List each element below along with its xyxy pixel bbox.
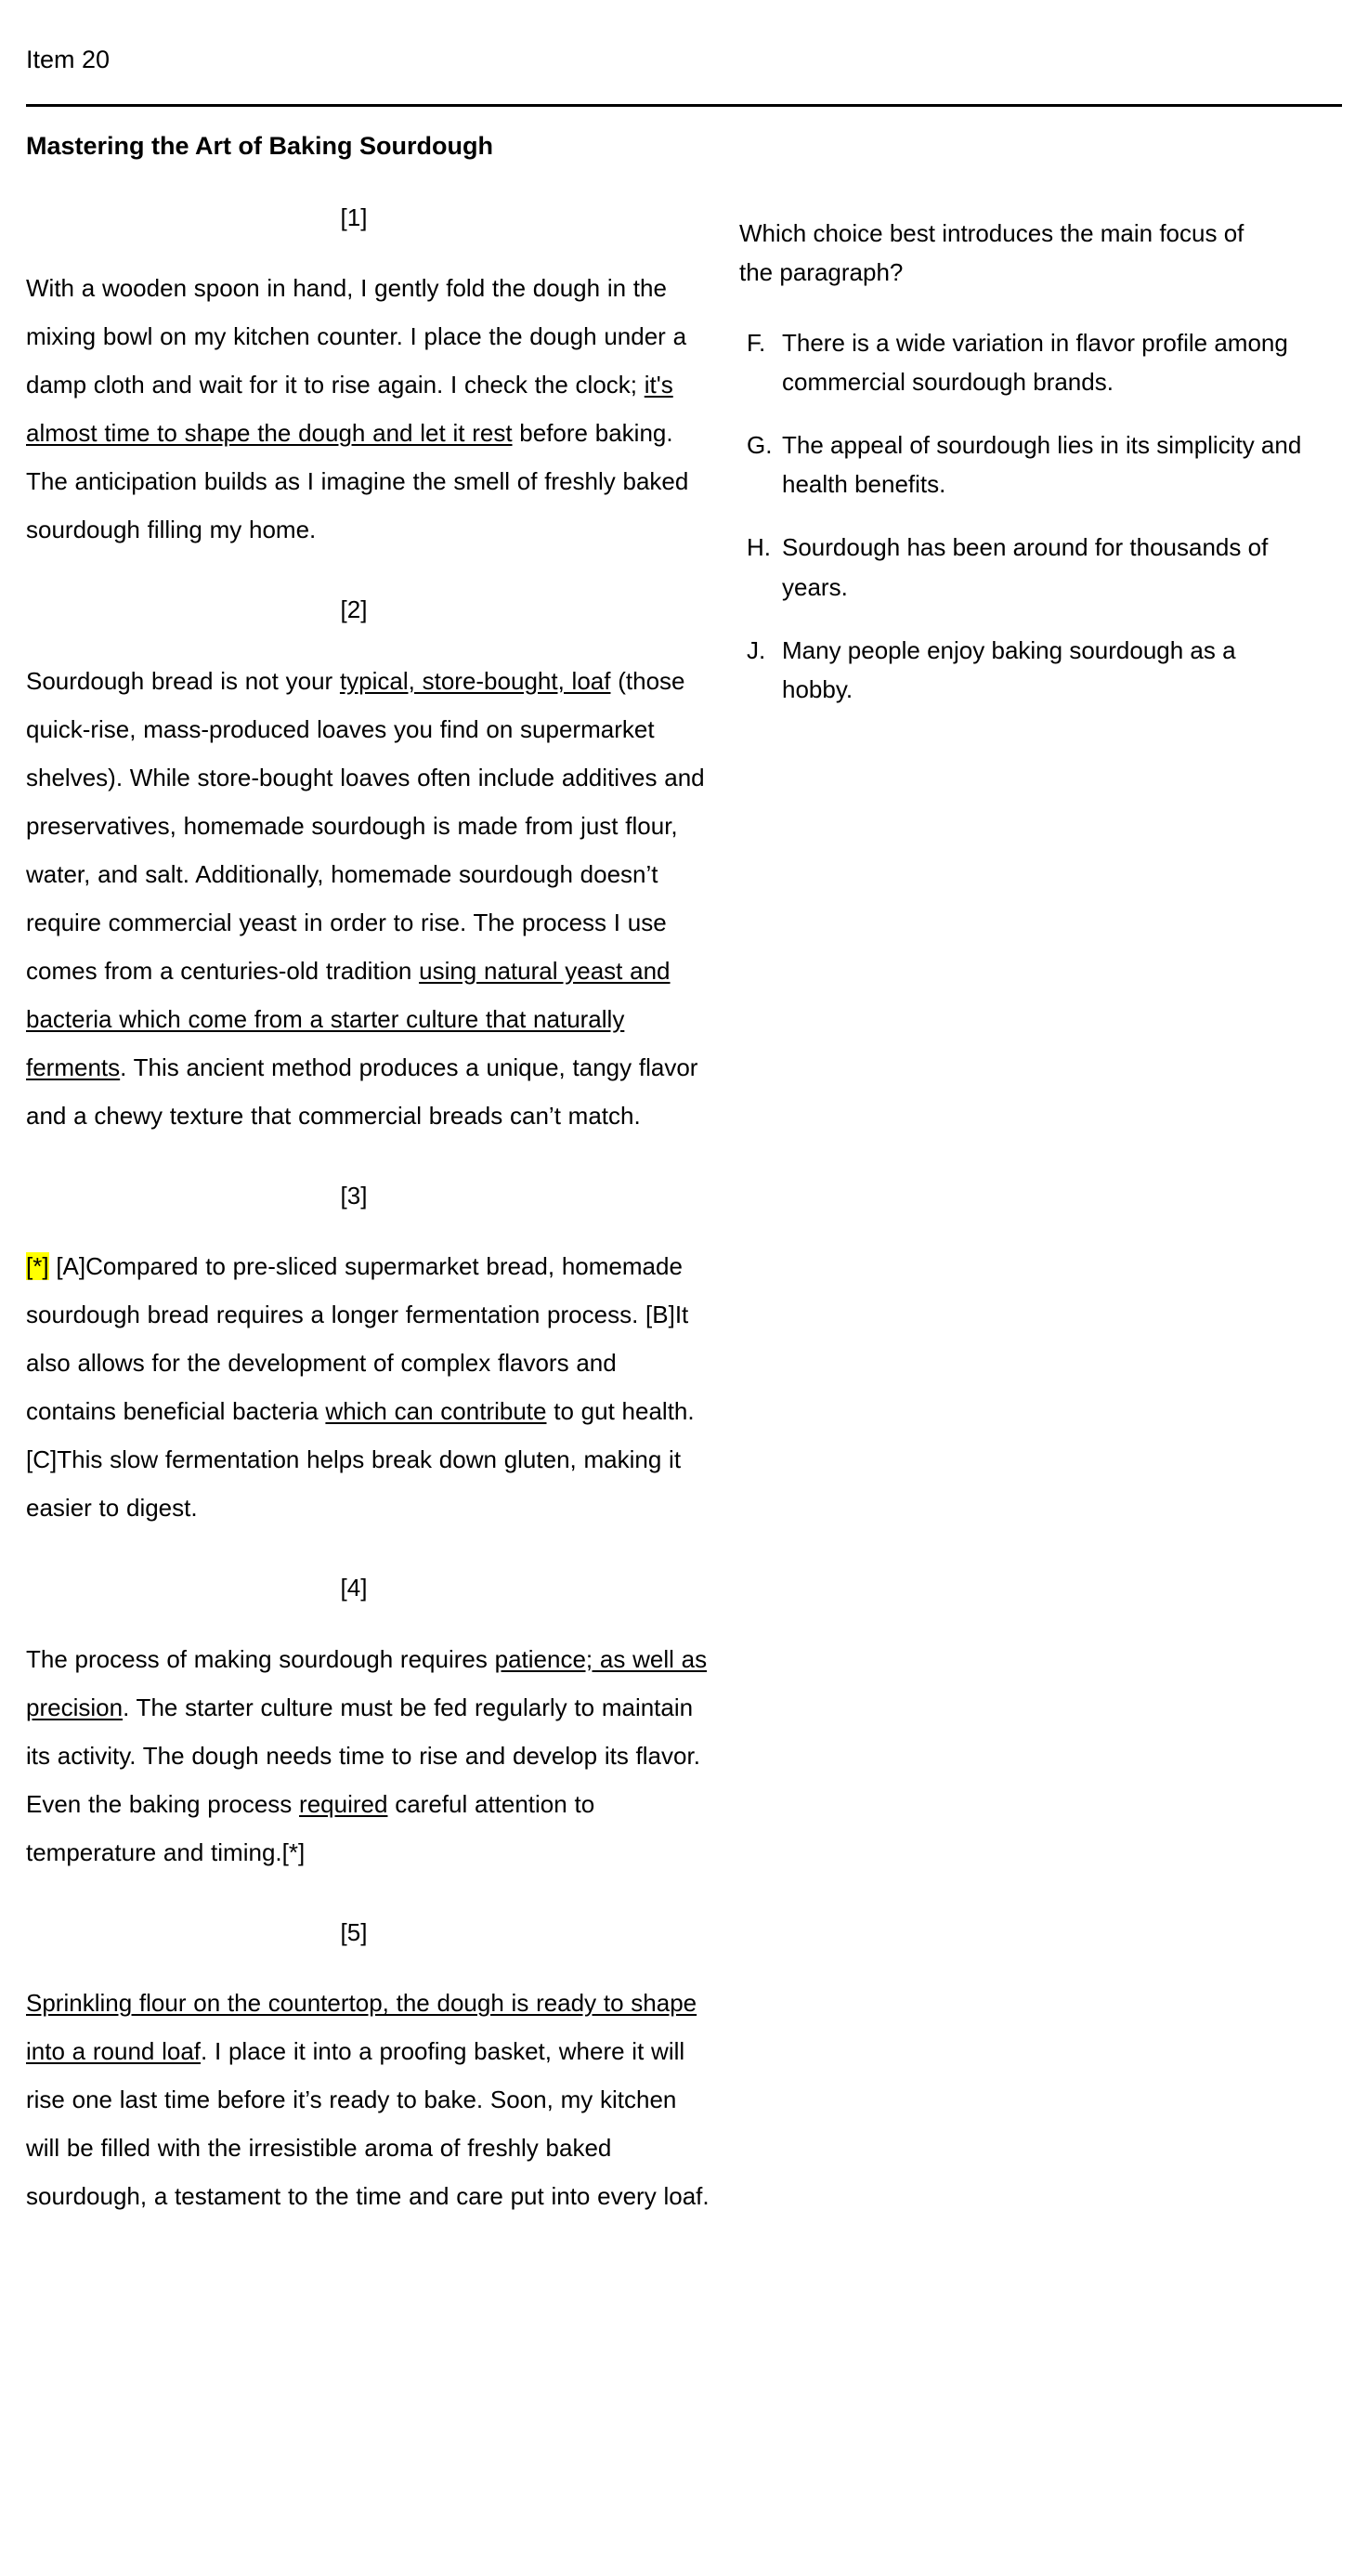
answer-choice-letter: H.: [747, 533, 771, 562]
passage-text-segment: before baking. The anticipation builds as I imagine the smell of freshly baked sourdough filling my home.: [26, 419, 689, 544]
answer-choice-list: [739, 323, 1342, 709]
passage-paragraph: [26, 657, 710, 1140]
answer-choice[interactable]: [739, 528, 1306, 606]
passage-text-segment: careful attention to temperature and timing.[*]: [26, 1789, 595, 1866]
body-columns: [0, 162, 1368, 2262]
passage-text-segment: [A]Compared to pre-sliced supermarket bread, homemade sourdough bread requires a longer fermentation process. [B]It also allows for the development of complex flavors and contains beneficial bacteria: [26, 1252, 689, 1426]
passage-text: [26, 203, 710, 2221]
passage-text-segment: The process of making sourdough requires: [26, 1644, 495, 1673]
paragraph-marker: [5]: [340, 1917, 368, 1946]
answer-choice[interactable]: [739, 323, 1306, 401]
passage-title: Mastering the Art of Baking Sourdough: [26, 132, 493, 161]
paragraph-marker: [4]: [340, 1574, 368, 1602]
passage-text-segment: . The starter culture must be fed regularly to maintain its activity. The dough needs time to rise and develop its flavor. Even the baking process: [26, 1693, 700, 1818]
passage-text-segment: (those quick-rise, mass-produced loaves you find on supermarket shelves). While store-bought loaves often include additives and preservatives, homemade sourdough is made from just flour, water, and salt. Additionally, homemade sourdough doesn’t require commercial yeast in order to rise. The process I use comes from a centuries-old tradition: [26, 666, 705, 985]
answer-choice-text: The appeal of sourdough lies in its simplicity and health benefits.: [782, 431, 1302, 499]
answer-choice-text: Many people enjoy baking sourdough as a hobby.: [782, 635, 1236, 703]
answer-choice-letter: F.: [747, 329, 766, 357]
passage-text-segment: . This ancient method produces a unique, tangy flavor and a chewy texture that commercial breads can’t match.: [26, 1053, 698, 1130]
passage-text-segment: Sourdough bread is not your: [26, 666, 340, 695]
question-stem: Which choice best introduces the main focus of the paragraph?: [739, 218, 1244, 286]
item-number-label: Item 20: [26, 46, 111, 73]
underlined-segment[interactable]: patience; as well as precision: [26, 1644, 708, 1721]
underlined-segment[interactable]: using natural yeast and bacteria which come from a starter culture that naturally ferments: [26, 956, 671, 1081]
paragraph-marker: [2]: [340, 595, 368, 624]
passage-text-segment: to gut health. [C]This slow fermentation helps break down gluten, making it easier to digest.: [26, 1397, 695, 1523]
answer-choice[interactable]: [739, 425, 1306, 503]
passage-paragraph: [26, 264, 710, 554]
passage-column: [26, 203, 732, 2262]
answer-choice-text: There is a wide variation in flavor profile among commercial sourdough brands.: [782, 329, 1288, 397]
answer-choice[interactable]: [739, 631, 1306, 709]
underlined-segment[interactable]: typical, store-bought, loaf: [339, 666, 611, 695]
question-column: [732, 203, 1342, 733]
passage-text-segment: With a wooden spoon in hand, I gently fold the dough in the mixing bowl on my kitchen counter. I place the dough under a damp cloth and wait for it to rise again. I check the clock;: [26, 274, 687, 399]
answer-choice-text: Sourdough has been around for thousands of years.: [782, 533, 1269, 601]
underlined-segment[interactable]: it's almost time to shape the dough and let it rest: [26, 371, 673, 448]
answer-choice-letter: J.: [747, 635, 766, 664]
passage-paragraph: [26, 1979, 710, 2220]
passage-text-segment: . I place it into a proofing basket, where it will rise one last time before it’s ready to bake. Soon, my kitchen will be filled with the irresistible aroma of freshly baked sourdough, a testament to the time and care put into every loaf.: [26, 2037, 710, 2211]
underlined-segment[interactable]: Sprinkling flour on the countertop, the dough is ready to shape into a round loaf: [26, 1989, 697, 2066]
passage-paragraph: [26, 1635, 710, 1876]
highlighted-marker: [*]: [26, 1252, 49, 1281]
paragraph-marker: [1]: [340, 203, 368, 231]
passage-paragraph: [26, 1242, 710, 1532]
paragraph-marker: [3]: [340, 1181, 368, 1210]
underlined-segment[interactable]: required: [299, 1789, 388, 1818]
underlined-segment[interactable]: which can contribute: [325, 1397, 547, 1426]
answer-choice-letter: G.: [747, 431, 773, 460]
